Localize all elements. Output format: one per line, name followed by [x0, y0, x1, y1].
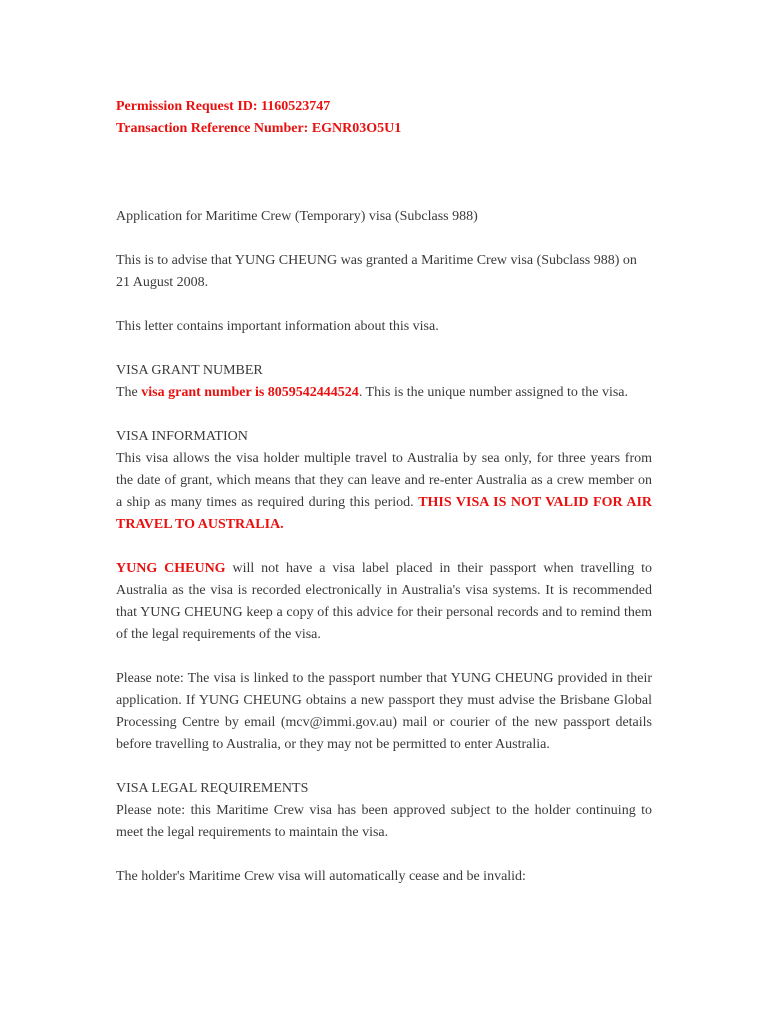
grant-number-paragraph — [116, 382, 652, 404]
permission-request-id: Permission Request ID: 1160523747 — [116, 99, 331, 114]
grant-number-prefix: The — [116, 385, 142, 400]
visa-label-paragraph — [116, 558, 652, 646]
legal-requirements-text: Please note: this Maritime Crew visa has been approved subject to the holder continuing to meet the legal requirements to maintain the visa. — [116, 803, 652, 840]
application-line: Application for Maritime Crew (Temporary) visa (Subclass 988) — [116, 209, 478, 224]
important-info: This letter contains important information about this visa. — [116, 319, 439, 334]
holder-name: YUNG CHEUNG — [116, 561, 226, 576]
letter-body — [116, 96, 652, 888]
grant-number-suffix: . This is the unique number assigned to the visa. — [358, 385, 629, 400]
visa-info-heading: VISA INFORMATION — [116, 429, 248, 444]
visa-label-text: will not have a visa label placed in their passport when travelling to Australia as the visa is recorded electronically in Australia's visa systems. It is recommended that YUNG CHEUNG keep a copy of this advice for their personal records and to remind them of the legal requirements of the visa. — [116, 561, 653, 642]
visa-info-text: This visa allows the visa holder multiple travel to Australia by sea only, for three years from the date of grant, which means that they can leave and re-enter Australia as a crew member on a ship as many times as required during this period. — [116, 451, 652, 510]
grant-number-highlight: visa grant number is 8059542444524 — [141, 385, 359, 400]
passport-note: Please note: The visa is linked to the passport number that YUNG CHEUNG provided in their application. If YUNG CHEUNG obtains a new passport they must advise the Brisbane Global Processing Centre by email (mcv@immi.gov.au) mail or courier of the new passport details before travelling to Australia, or they may not be permitted to enter Australia. — [116, 671, 652, 752]
legal-requirements-heading: VISA LEGAL REQUIREMENTS — [116, 781, 309, 796]
grant-advice: This is to advise that YUNG CHEUNG was granted a Maritime Crew visa (Subclass 988) on 21 August 2008. — [116, 253, 637, 290]
visa-info-paragraph — [116, 448, 652, 536]
cease-line: The holder's Maritime Crew visa will automatically cease and be invalid: — [116, 869, 526, 884]
transaction-reference-number: Transaction Reference Number: EGNR03O5U1 — [116, 121, 402, 136]
air-travel-warning: THIS VISA IS NOT VALID FOR AIR TRAVEL TO AUSTRALIA. — [116, 495, 653, 532]
grant-number-heading: VISA GRANT NUMBER — [116, 363, 263, 378]
